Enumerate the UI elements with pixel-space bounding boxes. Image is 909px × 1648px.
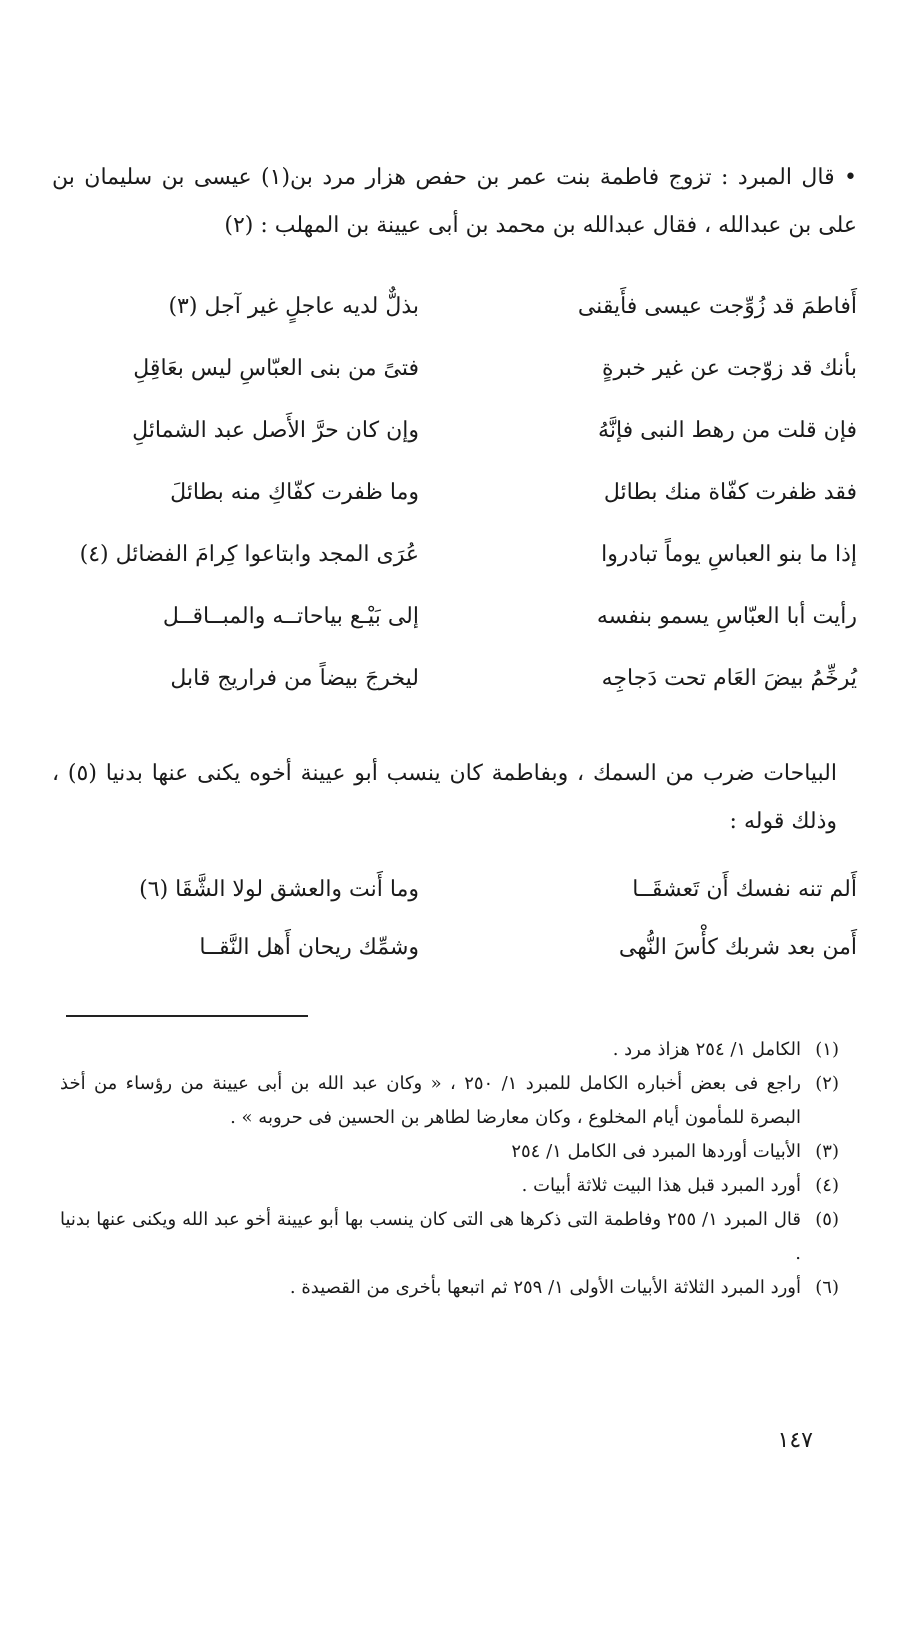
verse-second-hemistich: وشمِّك ريحان أَهل النَّقــا [199,934,419,960]
verse-first-hemistich: أَفاطمَ قد زُوِّجت عيسى فأَيقنى [577,293,857,319]
verse-line [40,337,857,399]
verse-first-hemistich: بأنك قد زوّجت عن غير خبرةٍ [601,355,857,381]
footnote-text: قال المبرد ١/ ٢٥٥ وفاطمة التى ذكرها هى التى كان ينسب بها أبو عيينة أخو عبد الله ويكنى عنها بدنيا . [60,1209,801,1264]
verse-first-hemistich: فإن قلت من رهط النبى فإنَّهُ [598,417,857,443]
footnote-text: أورد المبرد قبل هذا البيت ثلاثة أبيات . [521,1175,801,1196]
footnote-number: (٥) [815,1209,839,1230]
footnote [60,1169,839,1203]
verse-line [40,918,857,976]
footnote [60,1033,839,1067]
verse-line [40,523,857,585]
commentary-paragraph: البياحات ضرب من السمك ، وبفاطمة كان ينسب أبو عيينة أخوه يكنى عنها بدنيا (٥) ، وذلك قوله : [52,761,838,834]
footnote-text: الكامل ١/ ٢٥٤ هزاذ مرد . [612,1039,801,1060]
verse-line [40,399,857,461]
footnote-separator [66,1015,308,1017]
footnote-number: (٦) [815,1277,839,1298]
footnote-number: (١) [815,1039,839,1060]
footnote-number: (٤) [815,1175,839,1196]
footnote-text: راجع فى بعض أخباره الكامل للمبرد ١/ ٢٥٠ ، « وكان عبد الله بن أبى عيينة من رؤساء من أخذ البصرة للمأمون أيام المخلوع ، وكان معارضا لطاهر بن الحسين فى حروبه » . [60,1073,801,1128]
poem-second [40,860,857,976]
verse-line [40,275,857,337]
verse-first-hemistich: فقد ظفرت كفّاة منك بطائل [603,479,857,505]
verse-second-hemistich: ليخرجَ بيضاً من فراريج قابل [170,665,419,691]
verse-second-hemistich: وما ظفرت كفّاكِ منه بطائلَ [170,479,419,505]
footnote [60,1135,839,1169]
verse-first-hemistich: يُرخِّمُ بيضَ العَام تحت دَجاجِه [601,665,857,691]
verse-first-hemistich: أَلم تنه نفسك أَن تَعشقَــا [632,876,857,902]
footnote [60,1067,839,1135]
footnote-text: أورد المبرد الثلاثة الأبيات الأولى ١/ ٢٥٩ ثم اتبعها بأخرى من القصيدة . [289,1277,801,1298]
footnote-number: (٢) [815,1073,839,1094]
verse-second-hemistich: وما أَنت والعشق لولا الشَّقَا (٦) [139,876,419,902]
verse-second-hemistich: بذلٌّ لديه عاجلٍ غير آجل (٣) [168,293,419,319]
verse-second-hemistich: إلى بَيْـع بياحاتــه والمبــاقــل [162,603,419,629]
verse-second-hemistich: عُرَى المجد وابتاعوا كِرامَ الفضائل (٤) [79,541,419,567]
poem-first [40,275,857,709]
footnote-text: الأبيات أوردها المبرد فى الكامل ١/ ٢٥٤ [511,1141,801,1162]
verse-line [40,461,857,523]
footnote [60,1203,839,1271]
footnotes [60,1033,839,1305]
page-number: ١٤٧ [777,1428,813,1453]
footnote-number: (٣) [815,1141,839,1162]
verse-first-hemistich: أَمن بعد شربك كأْسَ النُّهى [618,934,857,960]
verse-line [40,585,857,647]
verse-line [40,860,857,918]
verse-first-hemistich: إذا ما بنو العباسِ يوماً تبادروا [601,541,857,567]
verse-line [40,647,857,709]
verse-first-hemistich: رأيت أبا العبّاسِ يسمو بنفسه [596,603,857,629]
verse-second-hemistich: فتىً من بنى العبّاسِ ليس بعَاقِلِ [133,355,419,381]
intro-paragraph: • قال المبرد : تزوج فاطمة بنت عمر بن حفص هزار مرد بن(١) عيسى بن سليمان بن على بن عبدالله ، فقال عبدالله بن محمد بن أبى عيينة بن المهلب : (٢) [52,165,857,238]
verse-second-hemistich: وإن كان حرَّ الأَصل عبد الشمائلِ [132,417,419,443]
footnote [60,1271,839,1305]
